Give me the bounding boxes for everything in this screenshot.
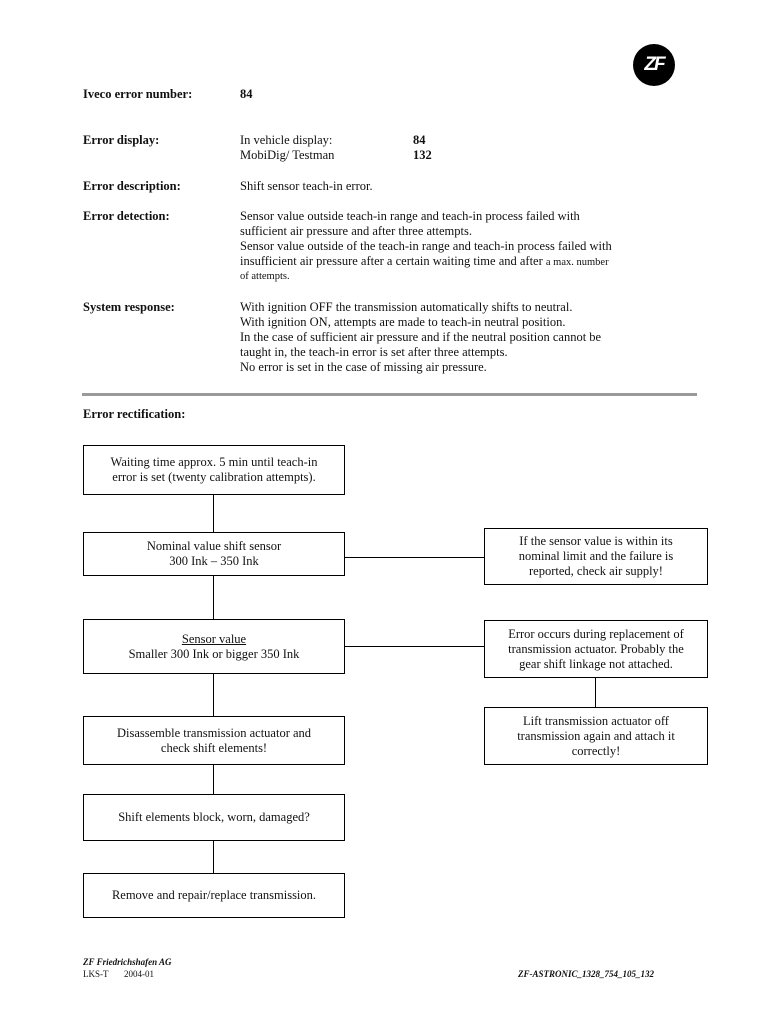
flow-box-shift-elements: Shift elements block, worn, damaged? — [83, 794, 345, 841]
error-description-label: Error description: — [83, 179, 181, 193]
detection-line: sufficient air pressure and after three attempts. — [240, 224, 472, 238]
footer-dept: LKS-T — [83, 969, 109, 979]
response-line: No error is set in the case of missing air pressure. — [240, 360, 487, 374]
display-row-name: MobiDig/ Testman — [240, 148, 335, 162]
system-response-label: System response: — [83, 300, 175, 314]
detection-small-suffix: a max. number — [545, 257, 609, 268]
error-detection-label: Error detection: — [83, 209, 170, 223]
connector-line — [213, 673, 214, 716]
flow-box-disassemble: Disassemble transmission actuator and check shift elements! — [83, 716, 345, 765]
error-number-value: 84 — [240, 87, 253, 101]
flow-box-nominal-value: Nominal value shift sensor 300 Ink – 350 Ink — [83, 532, 345, 576]
zf-logo — [633, 44, 675, 86]
flow-box-remove-repair: Remove and repair/replace transmission. — [83, 873, 345, 918]
footer-date: 2004-01 — [124, 969, 154, 979]
detection-line: Sensor value outside of the teach-in range and teach-in process failed with — [240, 239, 612, 253]
connector-line — [344, 646, 484, 647]
response-line: With ignition ON, attempts are made to teach-in neutral position. — [240, 315, 566, 329]
connector-line — [595, 677, 596, 707]
section-divider — [82, 393, 697, 396]
display-row-value: 132 — [413, 148, 432, 162]
sensor-value-title: Sensor value — [181, 631, 247, 646]
connector-line — [213, 840, 214, 873]
response-line: taught in, the teach-in error is set after three attempts. — [240, 345, 508, 359]
response-line: In the case of sufficient air pressure and if the neutral position cannot be — [240, 330, 602, 344]
display-row-value: 84 — [413, 133, 426, 147]
flow-box-check-air-supply: If the sensor value is within its nominal limit and the failure is reported, check air supply! — [484, 528, 708, 585]
footer-doc-id: ZF-ASTRONIC_1328_754_105_132 — [518, 969, 655, 979]
error-number-label: Iveco error number: — [83, 87, 193, 101]
connector-line — [213, 575, 214, 619]
response-line: With ignition OFF the transmission automatically shifts to neutral. — [240, 300, 573, 314]
connector-line — [213, 764, 214, 794]
footer-company: ZF Friedrichshafen AG — [83, 957, 172, 967]
display-row-name: In vehicle display: — [240, 133, 333, 147]
error-rectification-label: Error rectification: — [83, 407, 186, 421]
detection-line: Sensor value outside teach-in range and teach-in process failed with — [240, 209, 580, 223]
error-description-text: Shift sensor teach-in error. — [240, 179, 373, 193]
connector-line — [213, 494, 214, 532]
system-response-text — [240, 300, 601, 375]
detection-line-with-suffix: insufficient air pressure after a certain waiting time and after a max. number — [240, 254, 609, 268]
flow-box-lift-actuator: Lift transmission actuator off transmission again and attach it correctly! — [484, 707, 708, 765]
detection-line: of attempts. — [240, 271, 290, 282]
error-display-label: Error display: — [83, 133, 160, 147]
error-detection-text — [240, 209, 612, 284]
flow-box-sensor-value: Sensor value Smaller 300 Ink or bigger 350 Ink — [83, 619, 345, 674]
zf-logo-text: ZF — [644, 54, 664, 75]
connector-line — [344, 557, 484, 558]
flow-box-waiting-time: Waiting time approx. 5 min until teach-in error is set (twenty calibration attempts). — [83, 445, 345, 495]
flow-box-actuator-replacement: Error occurs during replacement of transmission actuator. Probably the gear shift linkage not attached. — [484, 620, 708, 678]
